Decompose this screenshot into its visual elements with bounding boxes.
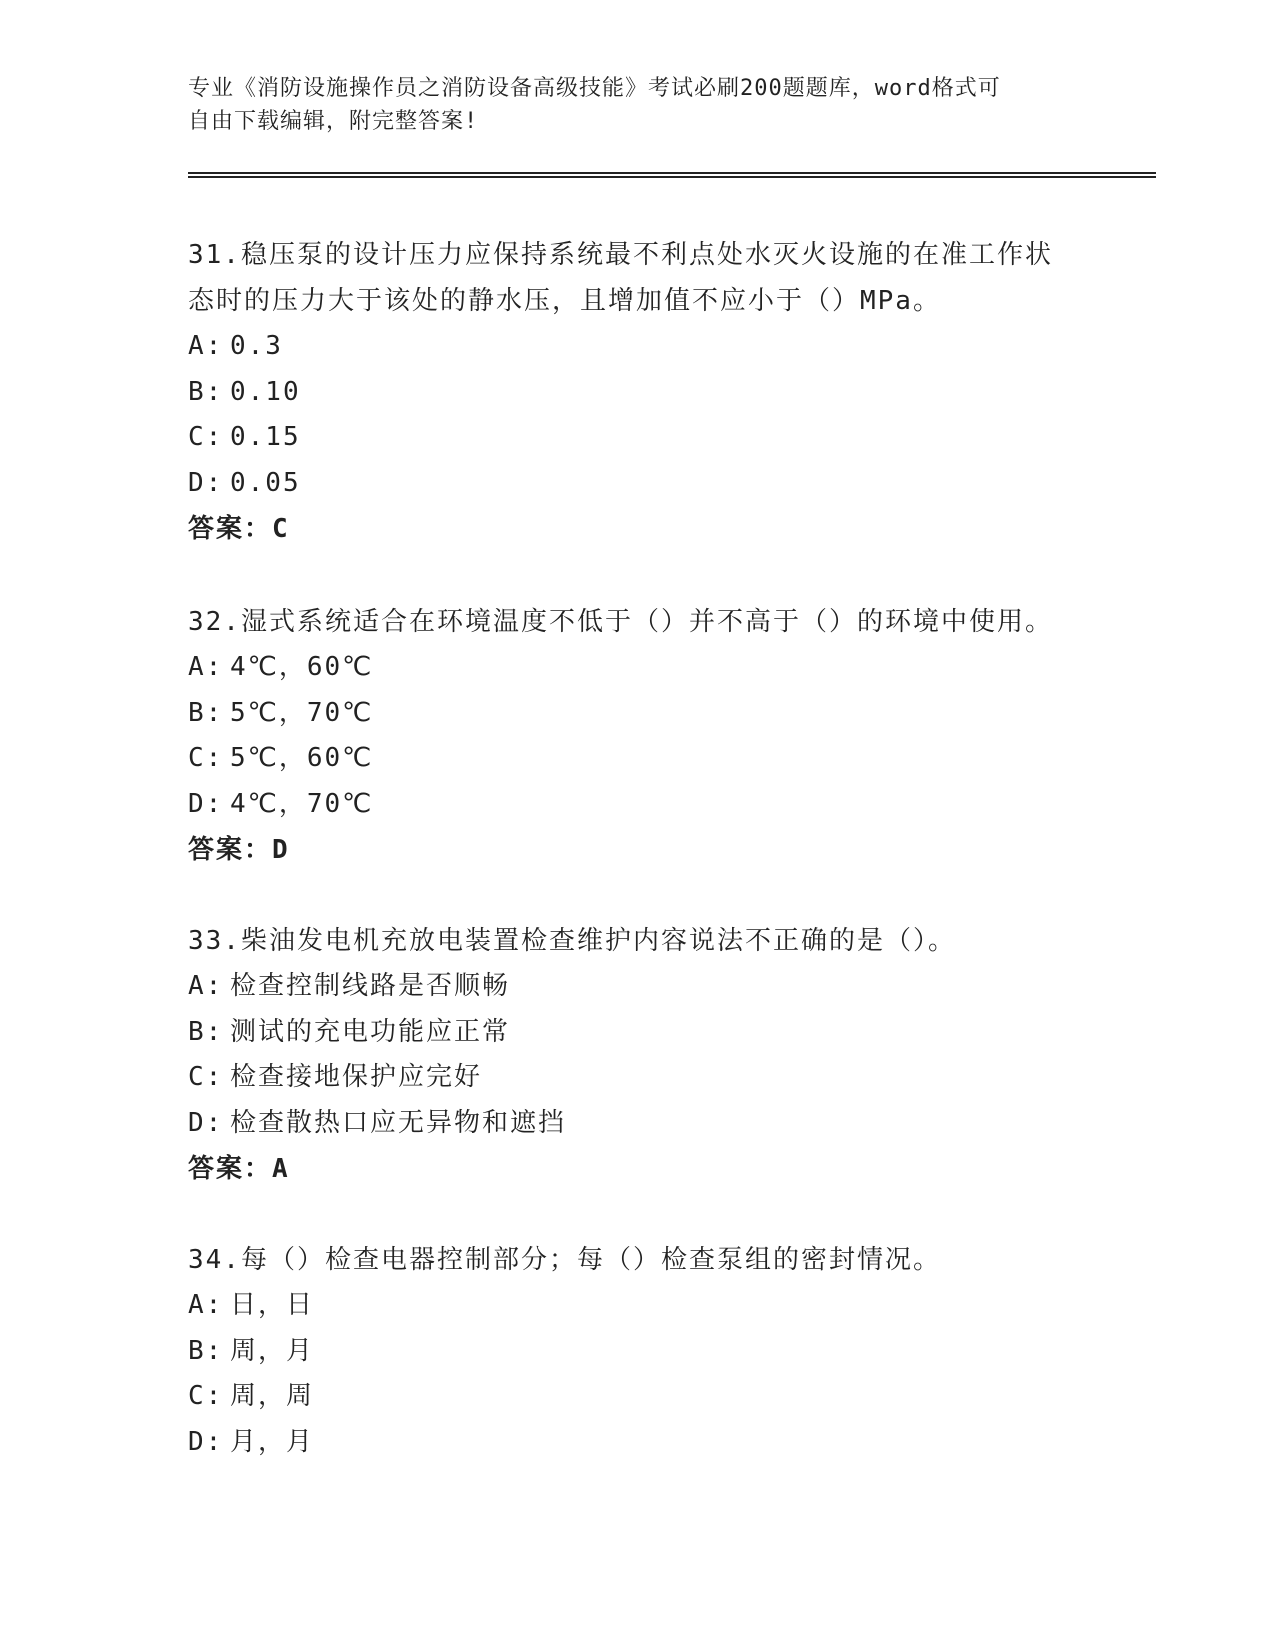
option-d	[188, 1420, 1088, 1466]
option-c	[188, 1374, 1088, 1420]
option-letter: A:	[188, 331, 224, 361]
option-text: 检查接地保护应完好	[230, 1062, 483, 1092]
option-d	[188, 1101, 1088, 1147]
option-letter: B:	[188, 1016, 224, 1047]
answer: 答案：C	[188, 514, 290, 544]
question-stem	[188, 599, 1088, 645]
question-stem-line: 31.稳压泵的设计压力应保持系统最不利点处水灭火设施的在准工作状	[188, 240, 1053, 270]
option-a	[188, 645, 1088, 691]
option-letter: C:	[188, 422, 224, 452]
option-text: 日，日	[230, 1290, 315, 1320]
question-33	[188, 918, 1088, 1192]
question-34	[188, 1237, 1088, 1465]
option-text: 4℃，60℃	[230, 652, 374, 682]
option-b	[188, 1329, 1088, 1375]
question-stem	[188, 232, 1088, 324]
option-text: 检查散热口应无异物和遮挡	[230, 1107, 567, 1138]
option-letter: C:	[188, 1062, 224, 1092]
option-text: 月，月	[230, 1426, 315, 1457]
option-letter: D:	[188, 467, 224, 498]
question-stem	[188, 918, 1088, 964]
option-letter: C:	[188, 743, 224, 773]
option-letter: A:	[188, 1290, 224, 1320]
option-d	[188, 782, 1088, 828]
option-text: 4℃，70℃	[230, 788, 374, 819]
option-text: 5℃，60℃	[230, 743, 374, 773]
option-letter: D:	[188, 1107, 224, 1138]
option-c	[188, 736, 1088, 782]
header-line-1: 专业《消防设施操作员之消防设备高级技能》考试必刷200题题库，word格式可	[188, 76, 1001, 101]
document-page	[188, 72, 1156, 1457]
option-letter: A:	[188, 971, 224, 1001]
option-letter: B:	[188, 1335, 224, 1366]
question-stem-line: 33.柴油发电机充放电装置检查维护内容说法不正确的是（）。	[188, 926, 956, 956]
option-text: 0.10	[230, 376, 301, 407]
option-text: 0.15	[230, 422, 301, 452]
answer: 答案：D	[188, 835, 290, 865]
question-stem-line: 32.湿式系统适合在环境温度不低于（）并不高于（）的环境中使用。	[188, 607, 1053, 637]
option-b	[188, 1010, 1088, 1056]
option-letter: A:	[188, 652, 224, 682]
option-text: 周，周	[230, 1381, 315, 1411]
question-31	[188, 232, 1088, 552]
option-text: 测试的充电功能应正常	[230, 1016, 511, 1047]
option-d	[188, 461, 1088, 507]
option-a	[188, 964, 1088, 1010]
option-letter: C:	[188, 1381, 224, 1411]
option-a	[188, 324, 1088, 370]
option-c	[188, 415, 1088, 461]
header-divider	[188, 172, 1156, 178]
option-letter: D:	[188, 788, 224, 819]
option-letter: B:	[188, 376, 224, 407]
question-stem-line: 态时的压力大于该处的静水压，且增加值不应小于（）MPa。	[188, 286, 941, 316]
option-text: 检查控制线路是否顺畅	[230, 971, 511, 1001]
option-b	[188, 691, 1088, 737]
document-header	[188, 72, 1088, 138]
option-text: 周，月	[230, 1335, 315, 1366]
option-text: 5℃，70℃	[230, 697, 374, 728]
option-a	[188, 1283, 1088, 1329]
option-b	[188, 370, 1088, 416]
option-c	[188, 1055, 1088, 1101]
option-text: 0.05	[230, 467, 301, 498]
option-letter: B:	[188, 697, 224, 728]
option-text: 0.3	[230, 331, 283, 361]
header-line-2: 自由下载编辑，附完整答案!	[188, 109, 479, 134]
question-stem	[188, 1237, 1088, 1283]
question-32	[188, 599, 1088, 873]
question-stem-line: 34.每（）检查电器控制部分；每（）检查泵组的密封情况。	[188, 1245, 941, 1275]
answer: 答案：A	[188, 1154, 290, 1184]
option-letter: D:	[188, 1426, 224, 1457]
